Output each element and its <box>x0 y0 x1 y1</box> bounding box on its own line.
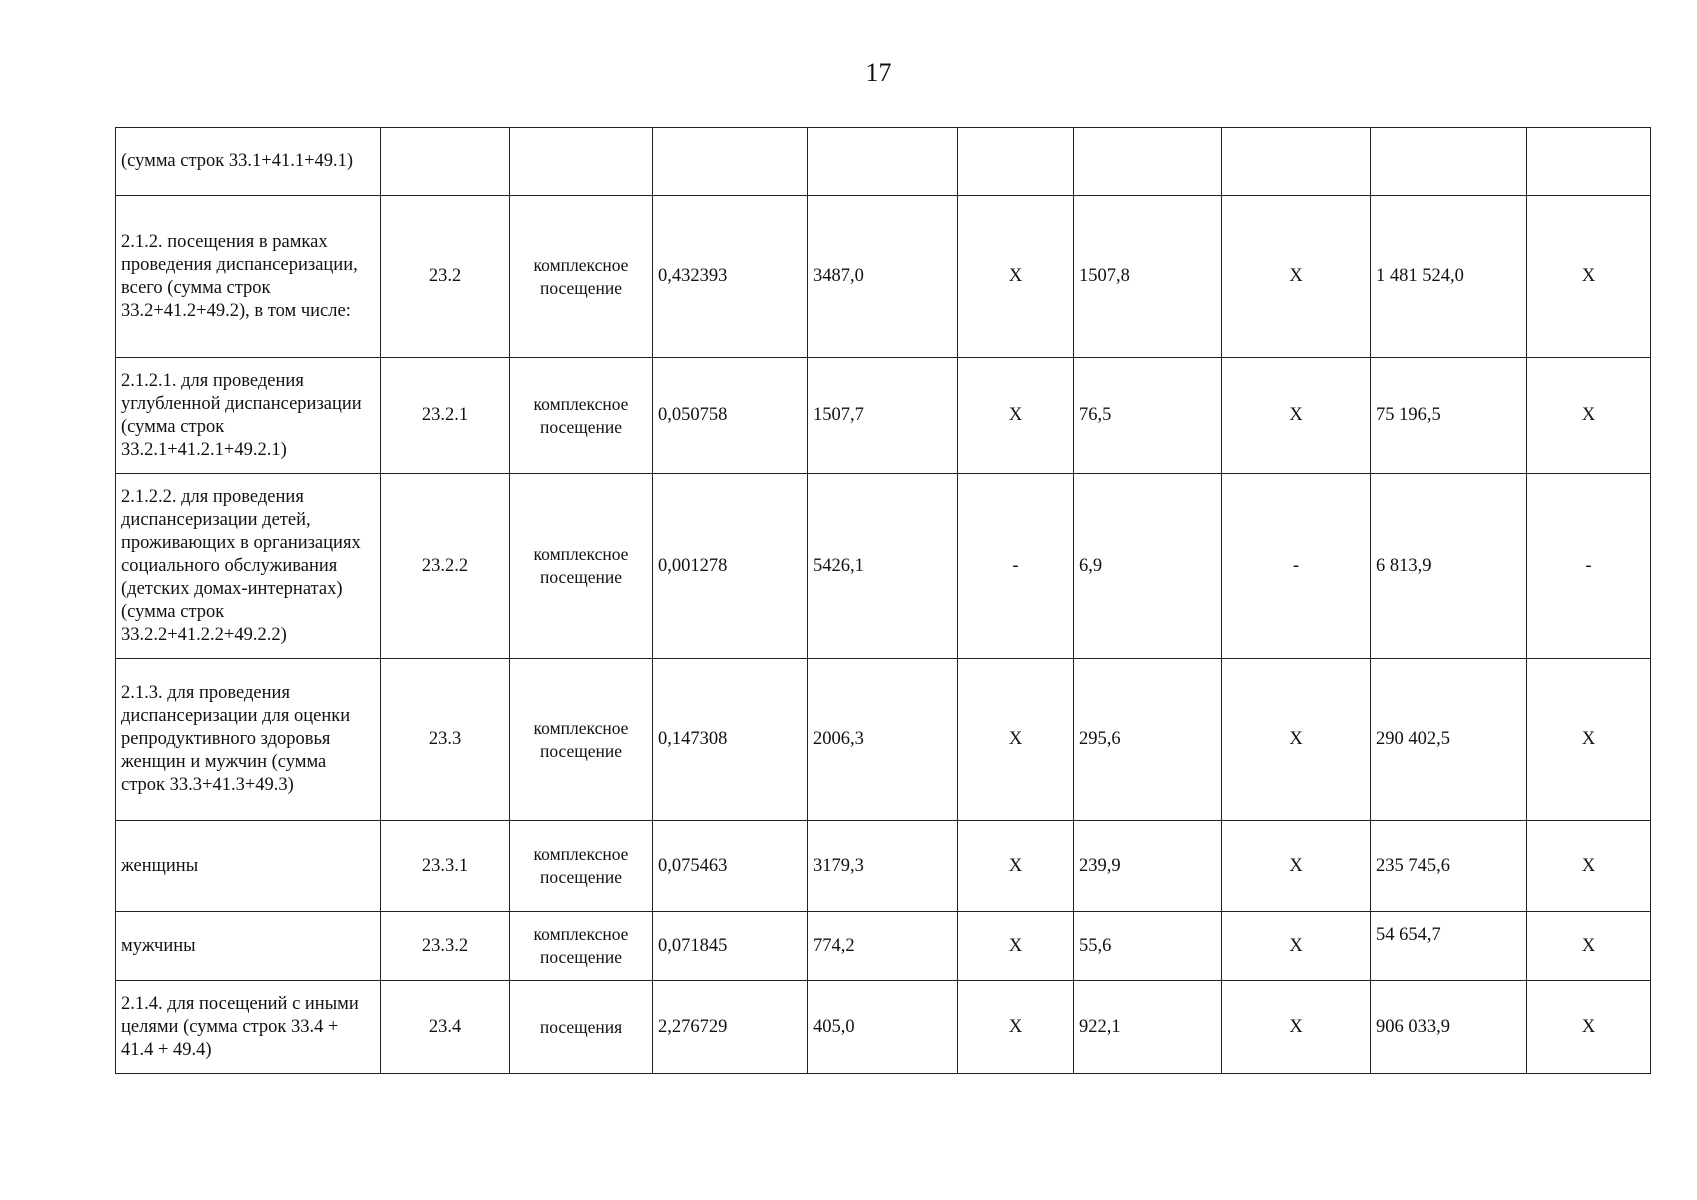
row-value: 0,050758 <box>653 358 808 474</box>
table-row <box>116 821 1651 912</box>
table-row <box>116 196 1651 358</box>
row-unit: комплексное посещение <box>510 358 653 474</box>
row-value <box>1371 128 1527 196</box>
row-value: 1507,8 <box>1074 196 1222 358</box>
row-value: X <box>1527 358 1651 474</box>
row-value: 2,276729 <box>653 981 808 1074</box>
row-value: 76,5 <box>1074 358 1222 474</box>
table-row <box>116 912 1651 981</box>
data-table <box>115 127 1651 1074</box>
row-value: X <box>1222 196 1371 358</box>
row-value: 55,6 <box>1074 912 1222 981</box>
row-unit <box>510 128 653 196</box>
row-value <box>808 128 958 196</box>
row-value: 54 654,7 <box>1371 912 1527 981</box>
row-value: 75 196,5 <box>1371 358 1527 474</box>
row-unit: комплексное посещение <box>510 474 653 659</box>
row-value <box>1527 128 1651 196</box>
row-value <box>958 128 1074 196</box>
row-value: X <box>1527 821 1651 912</box>
table-row <box>116 981 1651 1074</box>
row-value: 6 813,9 <box>1371 474 1527 659</box>
row-value: 0,001278 <box>653 474 808 659</box>
row-code: 23.2 <box>381 196 510 358</box>
row-value: 290 402,5 <box>1371 659 1527 821</box>
row-unit: комплексное посещение <box>510 821 653 912</box>
row-value: X <box>1222 358 1371 474</box>
row-code: 23.3.1 <box>381 821 510 912</box>
row-value: 2006,3 <box>808 659 958 821</box>
row-name: 2.1.2.2. для проведения диспансеризации детей, проживающих в организациях социального обслуживания (детских домах-интернатах) (сумма строк 33.2.2+41.2.2+49.2.2) <box>116 474 381 659</box>
row-value: X <box>1222 912 1371 981</box>
row-value: X <box>1222 821 1371 912</box>
row-unit: комплексное посещение <box>510 196 653 358</box>
row-value: 0,432393 <box>653 196 808 358</box>
row-value: - <box>1527 474 1651 659</box>
row-value: 922,1 <box>1074 981 1222 1074</box>
row-name: 2.1.3. для проведения диспансеризации для оценки репродуктивного здоровья женщин и мужчин (сумма строк 33.3+41.3+49.3) <box>116 659 381 821</box>
row-value: 3487,0 <box>808 196 958 358</box>
row-value: X <box>1527 981 1651 1074</box>
row-value: 6,9 <box>1074 474 1222 659</box>
row-code: 23.2.2 <box>381 474 510 659</box>
row-value: X <box>958 196 1074 358</box>
row-name: (сумма строк 33.1+41.1+49.1) <box>116 128 381 196</box>
row-value: X <box>1527 659 1651 821</box>
row-code: 23.3.2 <box>381 912 510 981</box>
page-number: 17 <box>865 58 892 87</box>
row-code <box>381 128 510 196</box>
row-value: X <box>958 358 1074 474</box>
row-value: 405,0 <box>808 981 958 1074</box>
row-value: X <box>958 659 1074 821</box>
row-value: X <box>1527 912 1651 981</box>
row-name: 2.1.4. для посещений с иными целями (сумма строк 33.4 + 41.4 + 49.4) <box>116 981 381 1074</box>
row-unit: посещения <box>510 981 653 1074</box>
row-name: женщины <box>116 821 381 912</box>
row-value: X <box>958 821 1074 912</box>
row-value: 0,071845 <box>653 912 808 981</box>
table-row <box>116 128 1651 196</box>
row-value: 0,075463 <box>653 821 808 912</box>
table-row <box>116 474 1651 659</box>
row-value: 1 481 524,0 <box>1371 196 1527 358</box>
row-value: X <box>958 912 1074 981</box>
row-unit: комплексное посещение <box>510 659 653 821</box>
row-code: 23.2.1 <box>381 358 510 474</box>
row-value: 235 745,6 <box>1371 821 1527 912</box>
row-value <box>1222 128 1371 196</box>
row-value: - <box>1222 474 1371 659</box>
row-value: X <box>1527 196 1651 358</box>
row-value: X <box>958 981 1074 1074</box>
row-value <box>1074 128 1222 196</box>
row-name: 2.1.2.1. для проведения углубленной диспансеризации (сумма строк 33.2.1+41.2.1+49.2.1) <box>116 358 381 474</box>
row-value: X <box>1222 659 1371 821</box>
row-value: 5426,1 <box>808 474 958 659</box>
row-value: 906 033,9 <box>1371 981 1527 1074</box>
row-value: 239,9 <box>1074 821 1222 912</box>
row-value: 3179,3 <box>808 821 958 912</box>
row-unit: комплексное посещение <box>510 912 653 981</box>
row-value <box>653 128 808 196</box>
row-value: 774,2 <box>808 912 958 981</box>
row-code: 23.4 <box>381 981 510 1074</box>
row-code: 23.3 <box>381 659 510 821</box>
table-row <box>116 659 1651 821</box>
table-row <box>116 358 1651 474</box>
row-value: 295,6 <box>1074 659 1222 821</box>
row-value: X <box>1222 981 1371 1074</box>
row-name: 2.1.2. посещения в рамках проведения диспансеризации, всего (сумма строк 33.2+41.2+49.2), в том числе: <box>116 196 381 358</box>
row-name: мужчины <box>116 912 381 981</box>
row-value: 0,147308 <box>653 659 808 821</box>
row-value: 1507,7 <box>808 358 958 474</box>
row-value: - <box>958 474 1074 659</box>
